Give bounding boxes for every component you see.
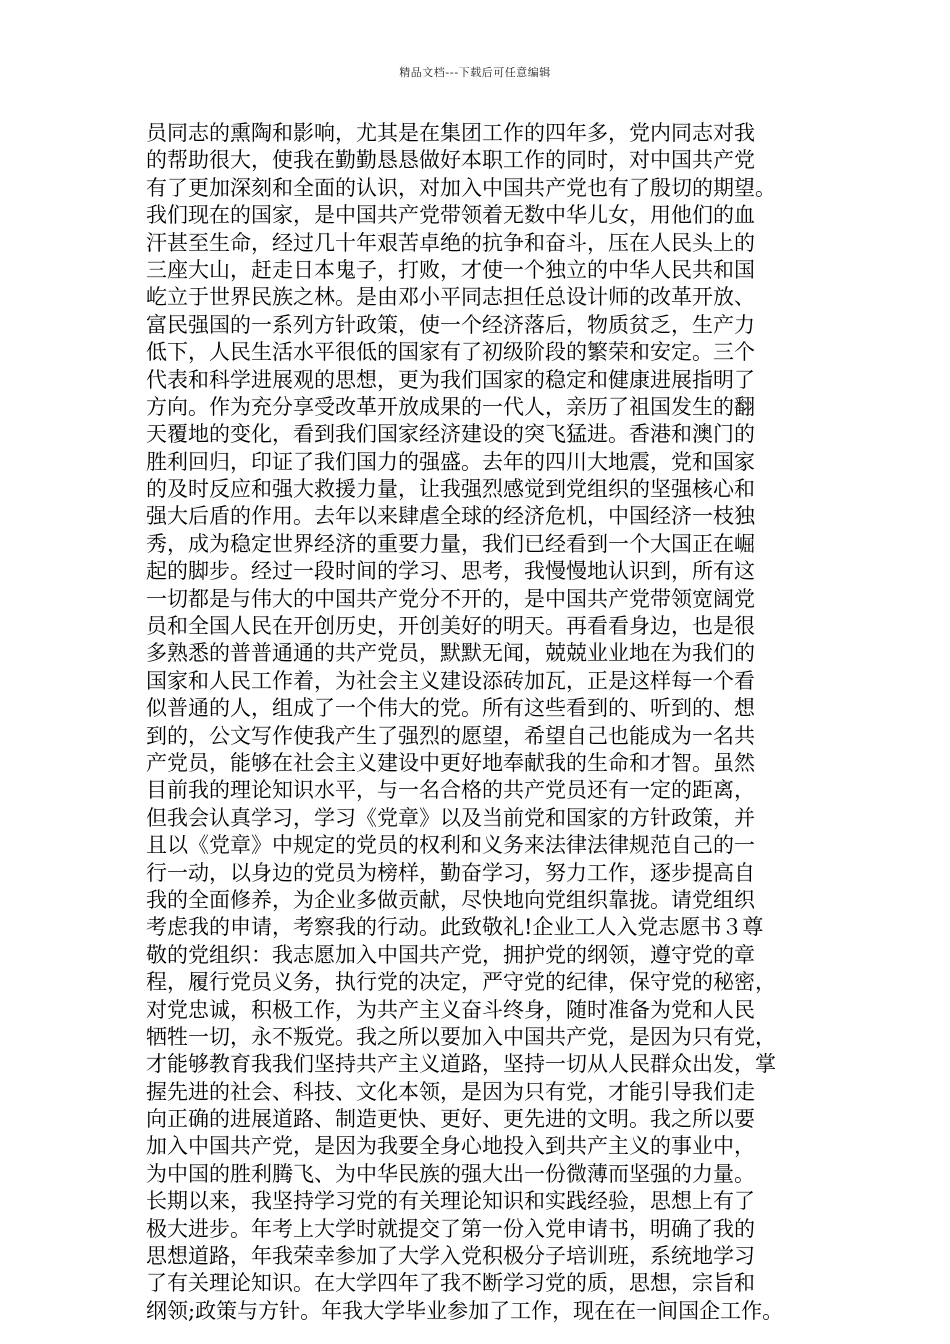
text-line: 长期以来，我坚持学习党的有关理论知识和实践经验，思想上有了 [146,1189,755,1214]
text-line: 思想道路，年我荣幸参加了大学入党积极分子培训班，系统地学习 [146,1244,755,1269]
text-line: 我们现在的国家，是中国共产党带领着无数中华儿女，用他们的血 [146,203,755,228]
text-line: 秀，成为稳定世界经济的重要力量，我们已经看到一个大国正在崛 [146,531,755,556]
text-line: 三座大山，赶走日本鬼子，打败，才使一个独立的中华人民共和国 [146,257,755,282]
text-line: 方向。作为充分享受改革开放成果的一代人，亲历了祖国发生的翻 [146,394,755,419]
text-line: 似普通的人，组成了一个伟大的党。所有这些看到的、听到的、想 [146,696,755,721]
text-line: 我的全面修养，为企业多做贡献，尽快地向党组织靠拢。请党组织 [146,887,755,912]
text-line: 强大后盾的作用。去年以来肆虐全球的经济危机，中国经济一枝独 [146,504,755,529]
text-line: 且以《党章》中规定的党员的权利和义务来法律法律规范自己的一 [146,833,755,858]
text-line: 为中国的胜利腾飞、为中华民族的强大出一份微薄而坚强的力量。 [146,1161,755,1186]
text-line: 员同志的熏陶和影响，尤其是在集团工作的四年多，党内同志对我 [146,121,755,145]
text-line: 行一动，以身边的党员为榜样，勤奋学习，努力工作，逐步提高自 [146,860,755,885]
text-line: 考虑我的申请，考察我的行动。此致敬礼!企业工人入党志愿书３尊 [146,915,764,940]
text-line: 天覆地的变化，看到我们国家经济建设的突飞猛进。香港和澳门的 [146,422,755,447]
text-line: 牺牲一切，永不叛党。我之所以要加入中国共产党，是因为只有党， [146,1024,776,1049]
text-line: 但我会认真学习，学习《党章》以及当前党和国家的方针政策，并 [146,805,755,830]
text-line: 有了更加深刻和全面的认识，对加入中国共产党也有了殷切的期望。 [146,175,776,200]
text-line: 汗甚至生命，经过几十年艰苦卓绝的抗争和奋斗，压在人民头上的 [146,230,755,255]
text-line: 握先进的社会、科技、文化本领，是因为只有党，才能引导我们走 [146,1079,755,1104]
text-line: 员和全国人民在开创历史，开创美好的明天。再看看身边，也是很 [146,614,755,639]
text-line: 产党员，能够在社会主义建设中更好地奉献我的生命和才智。虽然 [146,750,755,775]
text-line: 对党忠诚，积极工作，为共产主义奋斗终身，随时准备为党和人民 [146,997,755,1022]
text-line: 富民强国的一系列方针政策，使一个经济落后，物质贫乏，生产力 [146,312,755,337]
text-line: 目前我的理论知识水平，与一名合格的共产党员还有一定的距离， [146,778,755,803]
text-line: 胜利回归，印证了我们国力的强盛。去年的四川大地震，党和国家 [146,449,755,474]
text-line: 代表和科学进展观的思想，更为我们国家的稳定和健康进展指明了 [146,367,755,392]
text-line: 多熟悉的普普通通的共产党员，默默无闻，兢兢业业地在为我们的 [146,641,755,666]
text-line: 国家和人民工作着，为社会主义建设添砖加瓦，正是这样每一个看 [146,668,755,693]
text-line: 向正确的进展道路、制造更快、更好、更先进的文明。我之所以要 [146,1107,755,1132]
text-line: 的及时反应和强大救援力量，让我强烈感觉到党组织的坚强核心和 [146,477,755,502]
text-line: 敬的党组织：我志愿加入中国共产党，拥护党的纲领，遵守党的章 [146,942,755,967]
text-line: 到的，公文写作使我产生了强烈的愿望，希望自己也能成为一名共 [146,723,755,748]
text-line: 加入中国共产党，是因为我要全身心地投入到共产主义的事业中， [146,1134,755,1159]
text-line: 的帮助很大，使我在勤勤恳恳做好本职工作的同时，对中国共产党 [146,148,755,173]
body-text [146,120,826,1325]
text-line: 一切都是与伟大的中国共产党分不开的，是中国共产党带领宽阔党 [146,586,755,611]
text-line: 了有关理论知识。在大学四年了我不断学习党的质，思想，宗旨和 [146,1271,755,1296]
text-line: 低下，人民生活水平很低的国家有了初级阶段的繁荣和安定。三个 [146,340,755,365]
text-line: 程，履行党员义务，执行党的决定，严守党的纪律，保守党的秘密， [146,970,776,995]
text-line: 才能够教育我我们坚持共产主义道路，坚持一切从人民群众出发，掌 [146,1052,776,1077]
text-line: 屹立于世界民族之林。是由邓小平同志担任总设计师的改革开放、 [146,285,755,310]
page-header: 精品文档---下载后可任意编辑 [399,66,551,79]
text-line: 纲领;政策与方针。年我大学毕业参加了工作，现在在一间国企工作。 [146,1298,784,1323]
text-line: 起的脚步。经过一段时间的学习、思考，我慢慢地认识到，所有这 [146,559,755,584]
text-line: 极大进步。年考上大学时就提交了第一份入党申请书，明确了我的 [146,1216,755,1241]
